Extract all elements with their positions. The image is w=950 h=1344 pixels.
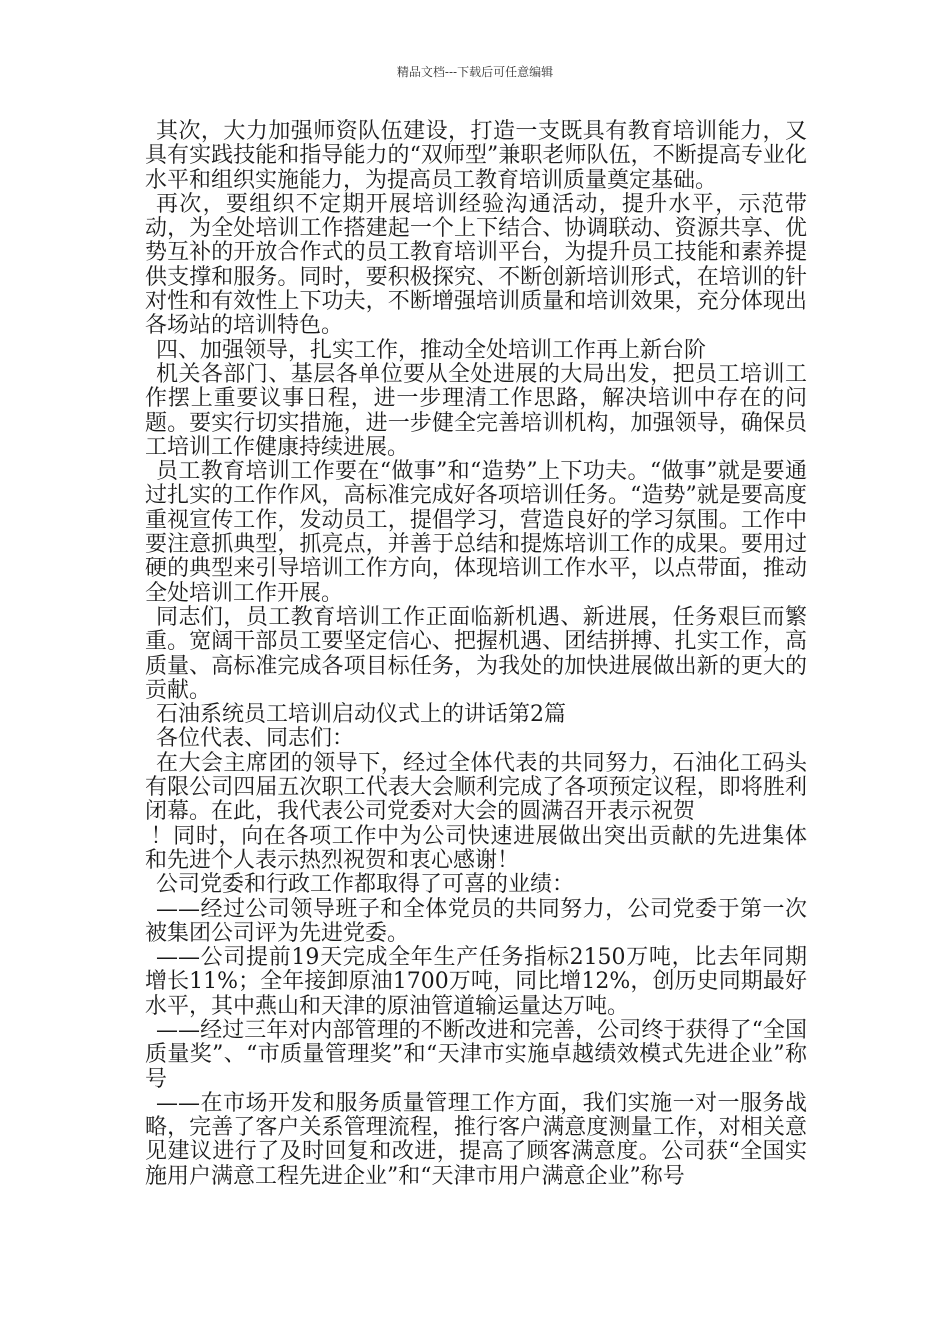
paragraph: 公司党委和行政工作都取得了可喜的业绩： [156,872,575,898]
paragraph: ！同时，向在各项工作中为公司快速进展做出突出贡献的先进集体和先进个人表示热烈祝贺和衷心感谢！ [145,823,807,873]
paragraph: ——经过公司领导班子和全体党员的共同努力，公司党委于第一次被集团公司评为先进党委。 [145,896,807,946]
paragraph: 其次，大力加强师资队伍建设，打造一支既具有教育培训能力，又具有实践技能和指导能力的“双师型”兼职老师队伍，不断提高专业化水平和组织实施能力，为提高员工教育培训质量奠定基础。 [145,119,807,193]
paragraph: ——在市场开发和服务质量管理工作方面，我们实施一对一服务战略，完善了客户关系管理流程，推行客户满意度测量工作，对相关意见建议进行了及时回复和改进，提高了顾客满意度。公司获“全国实施用户满意工程先进企业”和“天津市用户满意企业”称号 [145,1090,807,1189]
paragraph: 员工教育培训工作要在“做事”和“造势”上下功夫。“做事”就是要通过扎实的工作作风，高标准完成好各项培训任务。“造势”就是要高度重视宣传工作，发动员工，提倡学习，营造良好的学习氛围。工作中要注意抓典型，抓亮点，并善于总结和提炼培训工作的成果。要用过硬的典型来引导培训工作方向，体现培训工作水平，以点带面，推动全处培训工作开展。 [145,459,807,606]
salutation: 各位代表、同志们： [156,726,355,752]
paragraph: ——公司提前19天完成全年生产任务指标2150万吨，比去年同期增长11%；全年接卸原油1700万吨，同比增12%，创历史同期最好水平，其中燕山和天津的原油管道输运量达万吨。 [145,945,807,1019]
document-body [145,120,807,1189]
paragraph: 再次，要组织不定期开展培训经验沟通活动，提升水平，示范带动，为全处培训工作搭建起一个上下结合、协调联动、资源共享、优势互补的开放合作式的员工教育培训平台，为提升员工技能和素养提供支撑和服务。同时，要积极探究、不断创新培训形式，在培训的针对性和有效性上下功夫，不断增强培训质量和培训效果，充分体现出各场站的培训特色。 [145,191,807,339]
page-header: 精品文档---下载后可任意编辑 [396,65,554,79]
section-heading: 四、加强领导，扎实工作，推动全处培训工作再上新台阶 [156,337,707,363]
paragraph: 同志们，员工教育培训工作正面临新机遇、新进展，任务艰巨而繁重。宽阔干部员工要坚定信心、把握机遇、团结拼搏、扎实工作，高质量、高标准完成各项目标任务，为我处的加快进展做出新的更大的贡献。 [145,604,807,703]
paragraph: 机关各部门、基层各单位要从全处进展的大局出发，把员工培训工作摆上重要议事日程，进一步理清工作思路，解决培训中存在的问题。要实行切实措施，进一步健全完善培训机构，加强领导，确保员工培训工作健康持续进展。 [145,361,807,460]
paragraph: 在大会主席团的领导下，经过全体代表的共同努力，石油化工码头有限公司四届五次职工代表大会顺利完成了各项预定议程，即将胜利闭幕。在此，我代表公司党委对大会的圆满召开表示祝贺 [145,750,807,825]
article-title: 石油系统员工培训启动仪式上的讲话第2篇 [156,702,566,728]
paragraph: ——经过三年对内部管理的不断改进和完善，公司终于获得了“全国质量奖”、“市质量管理奖”和“天津市实施卓越绩效模式先进企业”称号 [145,1017,807,1092]
